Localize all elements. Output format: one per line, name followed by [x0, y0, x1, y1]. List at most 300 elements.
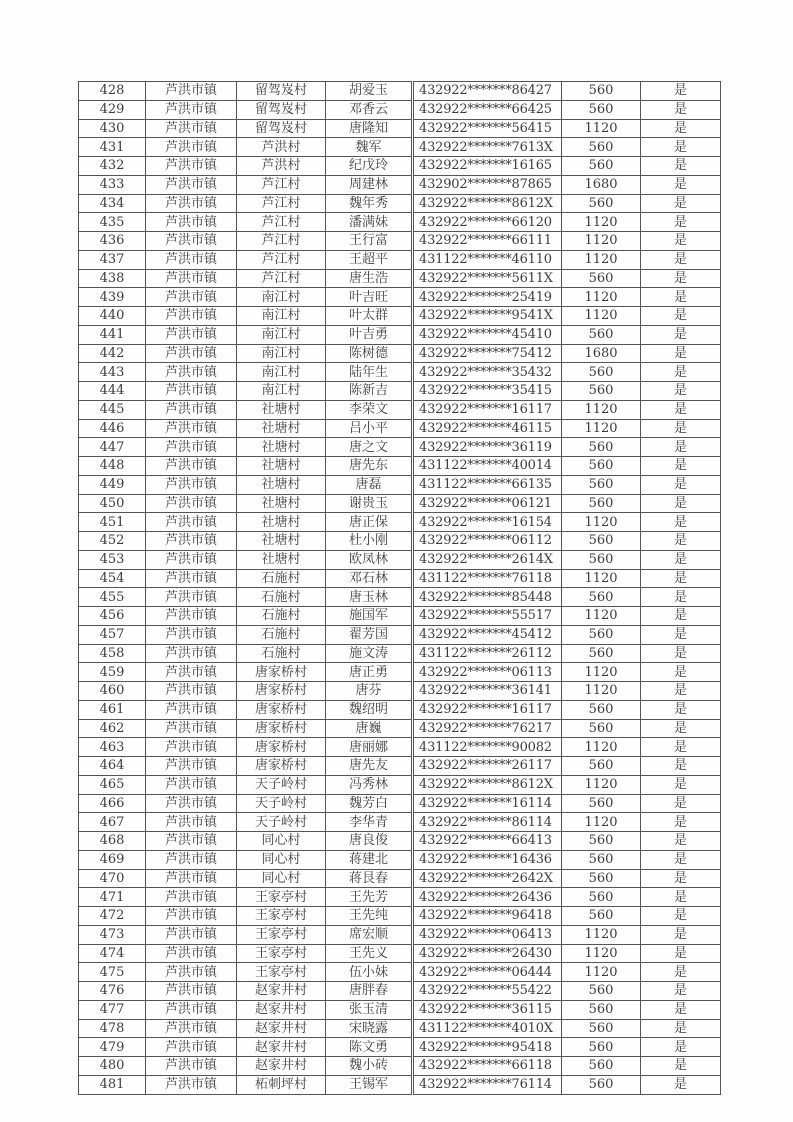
id-number-cell: 432922*******06113: [413, 663, 562, 682]
row-number-cell: 477: [79, 1000, 146, 1019]
person-name-cell: 伍小妹: [326, 963, 413, 982]
eligible-flag-cell: 是: [641, 682, 721, 701]
town-cell: 芦洪市镇: [146, 363, 237, 382]
eligible-flag-cell: 是: [641, 82, 721, 101]
id-number-cell: 431122*******26112: [413, 644, 562, 663]
town-cell: 芦洪市镇: [146, 457, 237, 476]
person-name-cell: 翟芳国: [326, 625, 413, 644]
table-row: [79, 588, 721, 607]
id-number-cell: 432922*******86427: [413, 82, 562, 101]
village-cell: 赵家井村: [237, 1000, 326, 1019]
id-number-cell: 432922*******9541X: [413, 307, 562, 326]
village-cell: 同心村: [237, 869, 326, 888]
table-row: [79, 363, 721, 382]
id-number-cell: 432922*******8612X: [413, 194, 562, 213]
amount-cell: 560: [562, 757, 641, 776]
eligible-flag-cell: 是: [641, 1019, 721, 1038]
village-cell: 芦江村: [237, 213, 326, 232]
amount-cell: 560: [562, 363, 641, 382]
id-number-cell: 431122*******46110: [413, 250, 562, 269]
eligible-flag-cell: 是: [641, 363, 721, 382]
amount-cell: 560: [562, 850, 641, 869]
amount-cell: 1120: [562, 607, 641, 626]
village-cell: 南江村: [237, 288, 326, 307]
table-row: [79, 550, 721, 569]
village-cell: 社塘村: [237, 513, 326, 532]
town-cell: 芦洪市镇: [146, 213, 237, 232]
person-name-cell: 唐丽娜: [326, 738, 413, 757]
eligible-flag-cell: 是: [641, 175, 721, 194]
row-number-cell: 433: [79, 175, 146, 194]
person-name-cell: 潘满妹: [326, 213, 413, 232]
table-row: [79, 1019, 721, 1038]
table-row: [79, 438, 721, 457]
eligible-flag-cell: 是: [641, 982, 721, 1001]
id-number-cell: 431122*******40014: [413, 457, 562, 476]
town-cell: 芦洪市镇: [146, 175, 237, 194]
amount-cell: 560: [562, 1038, 641, 1057]
row-number-cell: 464: [79, 757, 146, 776]
table-row: [79, 457, 721, 476]
town-cell: 芦洪市镇: [146, 963, 237, 982]
row-number-cell: 453: [79, 550, 146, 569]
amount-cell: 560: [562, 1057, 641, 1076]
village-cell: 石施村: [237, 569, 326, 588]
amount-cell: 1120: [562, 232, 641, 251]
row-number-cell: 450: [79, 494, 146, 513]
id-number-cell: 432922*******95418: [413, 1038, 562, 1057]
id-number-cell: 432922*******66111: [413, 232, 562, 251]
row-number-cell: 434: [79, 194, 146, 213]
village-cell: 唐家桥村: [237, 700, 326, 719]
town-cell: 芦洪市镇: [146, 288, 237, 307]
village-cell: 社塘村: [237, 550, 326, 569]
id-number-cell: 432922*******56415: [413, 119, 562, 138]
person-name-cell: 邓石林: [326, 569, 413, 588]
eligible-flag-cell: 是: [641, 794, 721, 813]
eligible-flag-cell: 是: [641, 1038, 721, 1057]
amount-cell: 560: [562, 869, 641, 888]
amount-cell: 1120: [562, 250, 641, 269]
row-number-cell: 475: [79, 963, 146, 982]
person-name-cell: 王先纯: [326, 907, 413, 926]
village-cell: 南江村: [237, 307, 326, 326]
amount-cell: 560: [562, 888, 641, 907]
id-number-cell: 432922*******26430: [413, 944, 562, 963]
row-number-cell: 436: [79, 232, 146, 251]
row-number-cell: 439: [79, 288, 146, 307]
eligible-flag-cell: 是: [641, 194, 721, 213]
row-number-cell: 449: [79, 475, 146, 494]
id-number-cell: 432922*******96418: [413, 907, 562, 926]
amount-cell: 1120: [562, 682, 641, 701]
person-name-cell: 唐芬: [326, 682, 413, 701]
row-number-cell: 474: [79, 944, 146, 963]
eligible-flag-cell: 是: [641, 438, 721, 457]
eligible-flag-cell: 是: [641, 475, 721, 494]
row-number-cell: 462: [79, 719, 146, 738]
id-number-cell: 432922*******5611X: [413, 269, 562, 288]
eligible-flag-cell: 是: [641, 738, 721, 757]
town-cell: 芦洪市镇: [146, 1019, 237, 1038]
eligible-flag-cell: 是: [641, 457, 721, 476]
eligible-flag-cell: 是: [641, 569, 721, 588]
town-cell: 芦洪市镇: [146, 813, 237, 832]
row-number-cell: 431: [79, 138, 146, 157]
id-number-cell: 432922*******66118: [413, 1057, 562, 1076]
town-cell: 芦洪市镇: [146, 569, 237, 588]
eligible-flag-cell: 是: [641, 119, 721, 138]
amount-cell: 560: [562, 269, 641, 288]
amount-cell: 1120: [562, 513, 641, 532]
id-number-cell: 432922*******36115: [413, 1000, 562, 1019]
person-name-cell: 唐巍: [326, 719, 413, 738]
amount-cell: 560: [562, 644, 641, 663]
eligible-flag-cell: 是: [641, 269, 721, 288]
person-name-cell: 李华青: [326, 813, 413, 832]
amount-cell: 560: [562, 532, 641, 551]
id-number-cell: 432922*******26436: [413, 888, 562, 907]
id-number-cell: 432922*******16436: [413, 850, 562, 869]
village-cell: 芦江村: [237, 175, 326, 194]
row-number-cell: 432: [79, 157, 146, 176]
village-cell: 社塘村: [237, 494, 326, 513]
town-cell: 芦洪市镇: [146, 832, 237, 851]
eligible-flag-cell: 是: [641, 550, 721, 569]
id-number-cell: 432922*******75412: [413, 344, 562, 363]
village-cell: 南江村: [237, 344, 326, 363]
table-row: [79, 963, 721, 982]
village-cell: 石施村: [237, 607, 326, 626]
row-number-cell: 443: [79, 363, 146, 382]
village-cell: 王家亭村: [237, 944, 326, 963]
village-cell: 唐家桥村: [237, 738, 326, 757]
amount-cell: 1680: [562, 175, 641, 194]
table-row: [79, 663, 721, 682]
eligible-flag-cell: 是: [641, 925, 721, 944]
village-cell: 石施村: [237, 625, 326, 644]
table-row: [79, 1038, 721, 1057]
row-number-cell: 428: [79, 82, 146, 101]
row-number-cell: 430: [79, 119, 146, 138]
town-cell: 芦洪市镇: [146, 232, 237, 251]
table-row: [79, 719, 721, 738]
town-cell: 芦洪市镇: [146, 682, 237, 701]
village-cell: 赵家井村: [237, 1019, 326, 1038]
row-number-cell: 479: [79, 1038, 146, 1057]
village-cell: 同心村: [237, 832, 326, 851]
table-row: [79, 925, 721, 944]
row-number-cell: 437: [79, 250, 146, 269]
town-cell: 芦洪市镇: [146, 325, 237, 344]
table-row: [79, 82, 721, 101]
amount-cell: 560: [562, 1075, 641, 1094]
eligible-flag-cell: 是: [641, 382, 721, 401]
eligible-flag-cell: 是: [641, 325, 721, 344]
id-number-cell: 432922*******16117: [413, 400, 562, 419]
row-number-cell: 448: [79, 457, 146, 476]
village-cell: 留驾岌村: [237, 82, 326, 101]
town-cell: 芦洪市镇: [146, 1075, 237, 1094]
amount-cell: 1120: [562, 400, 641, 419]
table-row: [79, 1075, 721, 1094]
row-number-cell: 456: [79, 607, 146, 626]
eligible-flag-cell: 是: [641, 494, 721, 513]
id-number-cell: 432902*******87865: [413, 175, 562, 194]
town-cell: 芦洪市镇: [146, 1000, 237, 1019]
town-cell: 芦洪市镇: [146, 100, 237, 119]
table-row: [79, 907, 721, 926]
amount-cell: 1120: [562, 663, 641, 682]
id-number-cell: 432922*******2642X: [413, 869, 562, 888]
row-number-cell: 465: [79, 775, 146, 794]
id-number-cell: 432922*******16114: [413, 794, 562, 813]
amount-cell: 560: [562, 475, 641, 494]
table-body: [79, 82, 721, 1095]
beneficiary-table: [78, 81, 721, 1095]
village-cell: 石施村: [237, 588, 326, 607]
table-row: [79, 1057, 721, 1076]
person-name-cell: 王先芳: [326, 888, 413, 907]
row-number-cell: 440: [79, 307, 146, 326]
person-name-cell: 谢贵玉: [326, 494, 413, 513]
town-cell: 芦洪市镇: [146, 663, 237, 682]
town-cell: 芦洪市镇: [146, 738, 237, 757]
amount-cell: 1680: [562, 344, 641, 363]
person-name-cell: 蒋艮春: [326, 869, 413, 888]
amount-cell: 1120: [562, 775, 641, 794]
person-name-cell: 陆年生: [326, 363, 413, 382]
eligible-flag-cell: 是: [641, 1000, 721, 1019]
village-cell: 唐家桥村: [237, 757, 326, 776]
eligible-flag-cell: 是: [641, 625, 721, 644]
eligible-flag-cell: 是: [641, 1075, 721, 1094]
town-cell: 芦洪市镇: [146, 888, 237, 907]
person-name-cell: 魏芳白: [326, 794, 413, 813]
village-cell: 芦江村: [237, 232, 326, 251]
table-row: [79, 682, 721, 701]
table-row: [79, 607, 721, 626]
id-number-cell: 432922*******36141: [413, 682, 562, 701]
id-number-cell: 432922*******35415: [413, 382, 562, 401]
town-cell: 芦洪市镇: [146, 344, 237, 363]
village-cell: 芦江村: [237, 194, 326, 213]
id-number-cell: 432922*******06121: [413, 494, 562, 513]
table-row: [79, 288, 721, 307]
person-name-cell: 唐胖春: [326, 982, 413, 1001]
eligible-flag-cell: 是: [641, 963, 721, 982]
table-row: [79, 157, 721, 176]
eligible-flag-cell: 是: [641, 944, 721, 963]
town-cell: 芦洪市镇: [146, 1038, 237, 1057]
person-name-cell: 王先义: [326, 944, 413, 963]
row-number-cell: 470: [79, 869, 146, 888]
amount-cell: 560: [562, 457, 641, 476]
person-name-cell: 魏军: [326, 138, 413, 157]
row-number-cell: 457: [79, 625, 146, 644]
table-row: [79, 175, 721, 194]
table-row: [79, 382, 721, 401]
town-cell: 芦洪市镇: [146, 719, 237, 738]
eligible-flag-cell: 是: [641, 307, 721, 326]
row-number-cell: 435: [79, 213, 146, 232]
village-cell: 赵家井村: [237, 982, 326, 1001]
village-cell: 赵家井村: [237, 1038, 326, 1057]
town-cell: 芦洪市镇: [146, 194, 237, 213]
id-number-cell: 432922*******2614X: [413, 550, 562, 569]
id-number-cell: 432922*******66413: [413, 832, 562, 851]
village-cell: 南江村: [237, 363, 326, 382]
id-number-cell: 432922*******85448: [413, 588, 562, 607]
village-cell: 社塘村: [237, 532, 326, 551]
table-row: [79, 625, 721, 644]
amount-cell: 560: [562, 1019, 641, 1038]
amount-cell: 1120: [562, 925, 641, 944]
id-number-cell: 432922*******06444: [413, 963, 562, 982]
person-name-cell: 魏小砖: [326, 1057, 413, 1076]
village-cell: 王家亭村: [237, 925, 326, 944]
row-number-cell: 452: [79, 532, 146, 551]
town-cell: 芦洪市镇: [146, 794, 237, 813]
id-number-cell: 432922*******55517: [413, 607, 562, 626]
row-number-cell: 466: [79, 794, 146, 813]
person-name-cell: 叶吉旺: [326, 288, 413, 307]
town-cell: 芦洪市镇: [146, 494, 237, 513]
person-name-cell: 胡爱玉: [326, 82, 413, 101]
id-number-cell: 432922*******66120: [413, 213, 562, 232]
eligible-flag-cell: 是: [641, 907, 721, 926]
village-cell: 唐家桥村: [237, 682, 326, 701]
id-number-cell: 432922*******25419: [413, 288, 562, 307]
person-name-cell: 陈树德: [326, 344, 413, 363]
amount-cell: 560: [562, 625, 641, 644]
amount-cell: 560: [562, 382, 641, 401]
id-number-cell: 431122*******76118: [413, 569, 562, 588]
village-cell: 唐家桥村: [237, 663, 326, 682]
town-cell: 芦洪市镇: [146, 588, 237, 607]
person-name-cell: 吕小平: [326, 419, 413, 438]
village-cell: 唐家桥村: [237, 719, 326, 738]
person-name-cell: 唐之文: [326, 438, 413, 457]
table-row: [79, 269, 721, 288]
row-number-cell: 463: [79, 738, 146, 757]
village-cell: 南江村: [237, 325, 326, 344]
town-cell: 芦洪市镇: [146, 82, 237, 101]
person-name-cell: 张玉清: [326, 1000, 413, 1019]
village-cell: 芦江村: [237, 269, 326, 288]
eligible-flag-cell: 是: [641, 700, 721, 719]
row-number-cell: 478: [79, 1019, 146, 1038]
amount-cell: 1120: [562, 963, 641, 982]
person-name-cell: 叶太群: [326, 307, 413, 326]
town-cell: 芦洪市镇: [146, 700, 237, 719]
id-number-cell: 432922*******26117: [413, 757, 562, 776]
id-number-cell: 432922*******76114: [413, 1075, 562, 1094]
town-cell: 芦洪市镇: [146, 269, 237, 288]
town-cell: 芦洪市镇: [146, 400, 237, 419]
town-cell: 芦洪市镇: [146, 138, 237, 157]
eligible-flag-cell: 是: [641, 344, 721, 363]
row-number-cell: 438: [79, 269, 146, 288]
town-cell: 芦洪市镇: [146, 250, 237, 269]
village-cell: 社塘村: [237, 457, 326, 476]
id-number-cell: 432922*******16117: [413, 700, 562, 719]
table-row: [79, 850, 721, 869]
town-cell: 芦洪市镇: [146, 607, 237, 626]
row-number-cell: 469: [79, 850, 146, 869]
eligible-flag-cell: 是: [641, 100, 721, 119]
eligible-flag-cell: 是: [641, 157, 721, 176]
table-row: [79, 532, 721, 551]
amount-cell: 1120: [562, 569, 641, 588]
row-number-cell: 461: [79, 700, 146, 719]
town-cell: 芦洪市镇: [146, 532, 237, 551]
row-number-cell: 468: [79, 832, 146, 851]
amount-cell: 560: [562, 588, 641, 607]
village-cell: 王家亭村: [237, 907, 326, 926]
village-cell: 赵家井村: [237, 1057, 326, 1076]
person-name-cell: 席宏顺: [326, 925, 413, 944]
town-cell: 芦洪市镇: [146, 907, 237, 926]
table-row: [79, 982, 721, 1001]
row-number-cell: 472: [79, 907, 146, 926]
id-number-cell: 431122*******90082: [413, 738, 562, 757]
eligible-flag-cell: 是: [641, 250, 721, 269]
amount-cell: 560: [562, 138, 641, 157]
person-name-cell: 唐磊: [326, 475, 413, 494]
table-row: [79, 738, 721, 757]
id-number-cell: 432922*******66425: [413, 100, 562, 119]
person-name-cell: 周建林: [326, 175, 413, 194]
row-number-cell: 442: [79, 344, 146, 363]
person-name-cell: 唐先东: [326, 457, 413, 476]
eligible-flag-cell: 是: [641, 775, 721, 794]
town-cell: 芦洪市镇: [146, 869, 237, 888]
row-number-cell: 441: [79, 325, 146, 344]
row-number-cell: 460: [79, 682, 146, 701]
town-cell: 芦洪市镇: [146, 513, 237, 532]
table-row: [79, 250, 721, 269]
table-row: [79, 832, 721, 851]
person-name-cell: 唐良俊: [326, 832, 413, 851]
id-number-cell: 432922*******45412: [413, 625, 562, 644]
amount-cell: 1120: [562, 307, 641, 326]
person-name-cell: 叶吉勇: [326, 325, 413, 344]
village-cell: 社塘村: [237, 419, 326, 438]
person-name-cell: 邓香云: [326, 100, 413, 119]
table-row: [79, 888, 721, 907]
amount-cell: 560: [562, 550, 641, 569]
id-number-cell: 432922*******46115: [413, 419, 562, 438]
table-row: [79, 494, 721, 513]
table-row: [79, 775, 721, 794]
town-cell: 芦洪市镇: [146, 775, 237, 794]
village-cell: 柘刺坪村: [237, 1075, 326, 1094]
person-name-cell: 陈文勇: [326, 1038, 413, 1057]
row-number-cell: 455: [79, 588, 146, 607]
town-cell: 芦洪市镇: [146, 944, 237, 963]
amount-cell: 1120: [562, 944, 641, 963]
village-cell: 王家亭村: [237, 963, 326, 982]
table-row: [79, 232, 721, 251]
amount-cell: 560: [562, 82, 641, 101]
amount-cell: 560: [562, 832, 641, 851]
amount-cell: 560: [562, 700, 641, 719]
table-row: [79, 813, 721, 832]
eligible-flag-cell: 是: [641, 532, 721, 551]
eligible-flag-cell: 是: [641, 644, 721, 663]
village-cell: 芦洪村: [237, 157, 326, 176]
